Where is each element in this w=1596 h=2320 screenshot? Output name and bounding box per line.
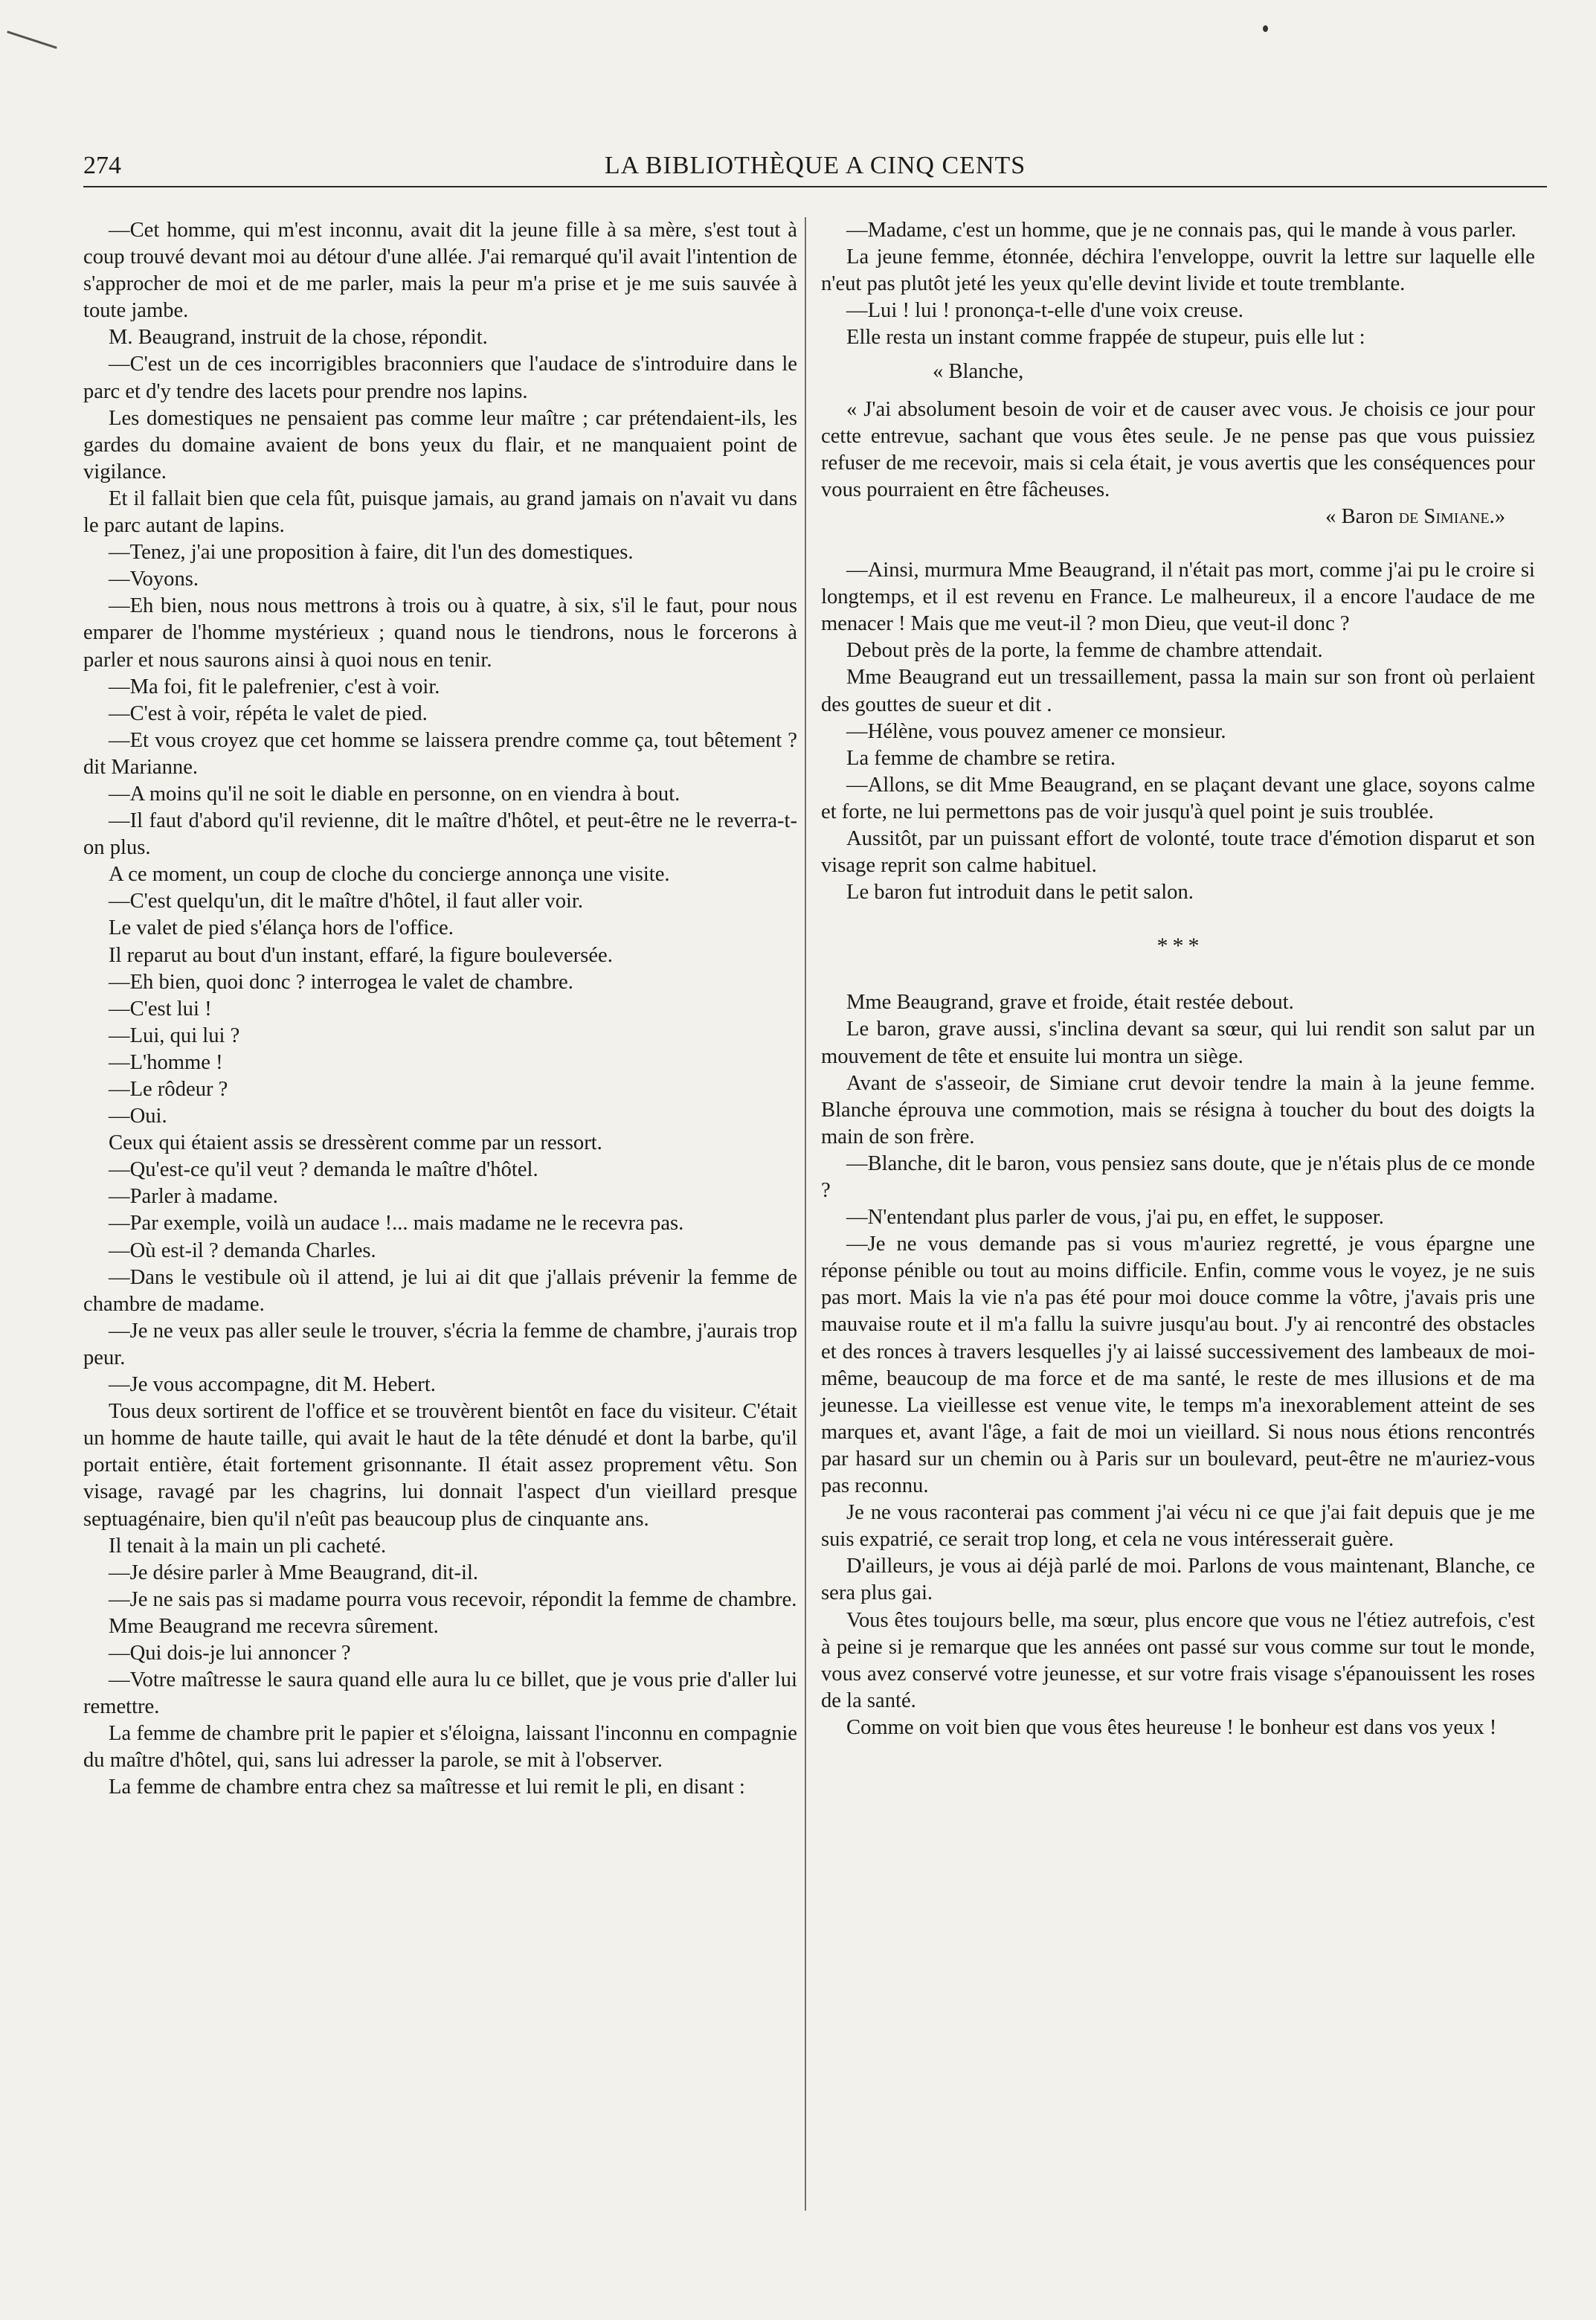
paragraph: La femme de chambre entra chez sa maîtresse et lui remit le pli, en disant : <box>109 1776 745 1799</box>
paragraph: —Le rôdeur ? <box>109 1078 228 1101</box>
paragraph: —Lui ! lui ! prononça-t-elle d'une voix creuse. <box>846 299 1243 323</box>
paragraph: Je ne vous raconterai pas comment j'ai vécu ni ce que j'ai fait depuis que je me suis expatrié, ce serait trop long, et cela ne vous intéresserait guère. <box>821 1501 1535 1552</box>
paragraph: Mme Beaugrand eut un tressaillement, passa la main sur son front où perlaient des gouttes de sueur et dit . <box>821 666 1535 716</box>
paragraph: —Eh bien, quoi donc ? interrogea le valet de chambre. <box>109 970 573 994</box>
running-title: LA BIBLIOTHÈQUE A CINQ CENTS <box>604 152 1026 179</box>
paragraph: —Je ne veux pas aller seule le trouver, s'écria la femme de chambre, j'aurais trop peur. <box>83 1319 797 1369</box>
paragraph: —C'est quelqu'un, dit le maître d'hôtel, il faut aller voir. <box>109 890 584 913</box>
paragraph: —Par exemple, voilà un audace !... mais madame ne le recevra pas. <box>109 1212 684 1235</box>
paragraph: Mme Beaugrand me recevra sûrement. <box>109 1614 439 1638</box>
paragraph: —Tenez, j'ai une proposition à faire, dit l'un des domestiques. <box>109 541 634 565</box>
paragraph: —Eh bien, nous nous mettrons à trois ou à quatre, à six, s'il le faut, pour nous emparer de l'homme mystérieux ; quand nous le tiendrons, nous le forcerons à parler et nous saurons ainsi à quoi nous en tenir. <box>83 594 797 672</box>
signature-name: de Simiane. <box>1398 504 1495 528</box>
paragraph: —A moins qu'il ne soit le diable en personne, on en viendra à bout. <box>109 782 680 806</box>
paragraph: Il tenait à la main un pli cacheté. <box>109 1534 387 1558</box>
paragraph: —Blanche, dit le baron, vous pensiez sans doute, que je n'étais plus de ce monde ? <box>821 1151 1535 1202</box>
page-number: 274 <box>83 152 121 179</box>
paragraph: —Voyons. <box>109 568 199 591</box>
paragraph: —C'est lui ! <box>109 997 212 1021</box>
paragraph: Les domestiques ne pensaient pas comme leur maître ; car prétendaient-ils, les gardes du domaine avaient de bons yeux du flair, et ne manquaient point de vigilance. <box>83 406 797 483</box>
paragraph: —Votre maîtresse le saura quand elle aura lu ce billet, que je vous prie d'aller lui remettre. <box>83 1668 797 1719</box>
paragraph: Tous deux sortirent de l'office et se trouvèrent bientôt en face du visiteur. C'était un homme de haute taille, qui avait le haut de la tête dénudé et dont la barbe, qu'il portait entière, était fortement grisonnante. Il était assez proprement vêtu. Son visage, ravagé par les chagrins, lui donnait l'aspect d'un vieillard presque septuagénaire, bien qu'il n'eût pas beaucoup plus de cinquante ans. <box>83 1400 797 1531</box>
paragraph: —C'est à voir, répéta le valet de pied. <box>109 701 428 725</box>
paragraph: Le baron, grave aussi, s'inclina devant sa sœur, qui lui rendit son salut par un mouvement de tête et ensuite lui montra un siège. <box>821 1018 1535 1068</box>
paragraph: Comme on voit bien que vous êtes heureuse ! le bonheur est dans vos yeux ! <box>846 1715 1497 1739</box>
ink-speck <box>1263 25 1268 32</box>
paragraph: —Hélène, vous pouvez amener ce monsieur. <box>846 719 1226 743</box>
paragraph: —Qu'est-ce qu'il veut ? demanda le maître d'hôtel. <box>109 1158 538 1182</box>
signature-prefix: « Baron <box>1325 504 1399 528</box>
paragraph: —Madame, c'est un homme, que je ne connais pas, qui le mande à vous parler. <box>846 219 1516 242</box>
paragraph: D'ailleurs, je vous ai déjà parlé de moi. Parlons de vous maintenant, Blanche, ce sera plus gai. <box>821 1555 1535 1605</box>
paragraph: Avant de s'asseoir, de Simiane crut devoir tendre la main à la jeune femme. Blanche éprouva une commotion, mais se résigna à toucher du bout des doigts la main de son frère. <box>821 1071 1535 1148</box>
paragraph: La jeune femme, étonnée, déchira l'enveloppe, ouvrit la lettre sur laquelle elle n'eut pas plutôt jeté les yeux qu'elle devint livide et toute tremblante. <box>821 245 1535 296</box>
paragraph: —Je vous accompagne, dit M. Hebert. <box>109 1373 436 1397</box>
paragraph: —Je désire parler à Mme Beaugrand, dit-il. <box>109 1561 479 1584</box>
paragraph: —Et vous croyez que cet homme se laissera prendre comme ça, tout bêtement ? dit Marianne. <box>83 728 797 779</box>
signature-suffix: » <box>1494 504 1505 528</box>
paragraph: —Allons, se dit Mme Beaugrand, en se plaçant devant une glace, soyons calme et forte, ne lui permettons pas de voir jusqu'à quel point je suis troublée. <box>821 773 1535 823</box>
paragraph: —Ma foi, fit le palefrenier, c'est à voir. <box>109 675 440 698</box>
column-divider <box>805 217 806 2211</box>
paragraph: Mme Beaugrand, grave et froide, était restée debout. <box>846 991 1294 1015</box>
paragraph: M. Beaugrand, instruit de la chose, répondit. <box>109 326 488 350</box>
paragraph: —C'est un de ces incorrigibles braconniers que l'audace de s'introduire dans le parc et d'y tendre des lacets pour prendre nos lapins. <box>83 353 797 403</box>
paragraph: Ceux qui étaient assis se dressèrent comme par un ressort. <box>109 1131 602 1155</box>
paragraph: Aussitôt, par un puissant effort de volonté, toute trace d'émotion disparut et son visage reprit son calme habituel. <box>821 826 1535 878</box>
paragraph: —Je ne vous demande pas si vous m'auriez regretté, je vous épargne une réponse pénible ou tout au moins difficile. Enfin, comme vous le voyez, je ne suis pas mort. Mais la vie n'a pas été pour moi douce comme la vôtre, j'avais pris une mauvaise route et il m'a fallu la suivre jusqu'au bout. J'y ai rencontré des obstacles et des ronces à travers lesquelles j'y ai laissé successivement des lambeaux de moi-même, beaucoup de ma force et de ma santé, le reste de mes illusions et de ma jeunesse. La vieillesse est venue vite, le temps m'a inexorablement atteint de ses marques et, avant l'âge, a fait de moi un vieillard. Si nous nous étions rencontrés par hasard sur un chemin ou à Paris sur un boulevard, peut-être ne m'auriez-vous pas reconnu. <box>821 1233 1535 1498</box>
paragraph: —Je ne sais pas si madame pourra vous recevoir, répondit la femme de chambre. <box>109 1587 797 1611</box>
paragraph: —Parler à madame. <box>109 1185 278 1209</box>
letter-signature <box>821 504 1535 530</box>
paragraph: —N'entendant plus parler de vous, j'ai pu, en effet, le supposer. <box>846 1206 1384 1230</box>
right-column <box>821 217 1535 1741</box>
paragraph: —Où est-il ? demanda Charles. <box>109 1238 376 1262</box>
header-rule <box>83 186 1547 187</box>
paragraph: —Ainsi, murmura Mme Beaugrand, il n'était pas mort, comme j'ai pu le croire si longtemps, et il est revenu en France. Le malheureux, il a encore l'audace de me menacer ! Mais que me veut-il ? mon Dieu, que veut-il donc ? <box>821 559 1535 636</box>
letter-salutation: « Blanche, <box>933 360 1024 384</box>
paragraph: —Dans le vestibule où il attend, je lui ai dit que j'allais prévenir la femme de chambre de madame. <box>83 1265 797 1316</box>
letter-body: « J'ai absolument besoin de voir et de causer avec vous. Je choisis ce jour pour cette entrevue, sachant que vous êtes seule. Je ne pense pas que vous puissiez refuser de me recevoir, mais si cela était, je vous avertis que les conséquences pour vous pourraient en être fâcheuses. <box>821 397 1535 501</box>
paragraph: La femme de chambre se retira. <box>846 746 1116 770</box>
paragraph: Elle resta un instant comme frappée de stupeur, puis elle lut : <box>846 326 1365 350</box>
paragraph: Debout près de la porte, la femme de chambre attendait. <box>846 639 1323 663</box>
paragraph: Il reparut au bout d'un instant, effaré, la figure bouleversée. <box>109 943 613 967</box>
page-header <box>83 152 1547 184</box>
paragraph: —Oui. <box>109 1105 167 1128</box>
paragraph: Et il fallait bien que cela fût, puisque jamais, au grand jamais on n'avait vu dans le parc autant de lapins. <box>83 486 797 538</box>
left-column <box>83 217 797 1802</box>
paragraph: Vous êtes toujours belle, ma sœur, plus encore que vous ne l'étiez autrefois, c'est à peine si je remarque que les années ont passé sur vous comme sur tout le monde, vous avez conservé votre jeunesse, et sur votre frais visage s'épanouissent les roses de la santé. <box>821 1608 1535 1712</box>
paragraph: —Cet homme, qui m'est inconnu, avait dit la jeune fille à sa mère, s'est tout à coup trouvé devant moi au détour d'une allée. J'ai remarqué qu'il avait l'intention de s'approcher de moi et de me parler, mais la peur m'a prise et je me suis sauvée à toute jambe. <box>83 219 797 323</box>
paragraph: —L'homme ! <box>109 1050 223 1074</box>
paragraph: La femme de chambre prit le papier et s'éloigna, laissant l'inconnu en compagnie du maître d'hôtel, qui, sans lui adresser la parole, se mit à l'observer. <box>83 1722 797 1773</box>
paragraph: —Qui dois-je lui annoncer ? <box>109 1641 351 1665</box>
paragraph: Le baron fut introduit dans le petit salon. <box>846 881 1194 904</box>
paragraph: —Il faut d'abord qu'il revienne, dit le maître d'hôtel, et peut-être ne le reverra-t-on plus. <box>83 809 797 860</box>
paragraph: Le valet de pied s'élança hors de l'office. <box>109 916 454 940</box>
paragraph: A ce moment, un coup de cloche du concierge annonça une visite. <box>109 863 670 887</box>
paragraph: —Lui, qui lui ? <box>109 1024 240 1047</box>
ink-speck <box>7 30 57 48</box>
section-break-asterism: * * * <box>1156 934 1200 959</box>
